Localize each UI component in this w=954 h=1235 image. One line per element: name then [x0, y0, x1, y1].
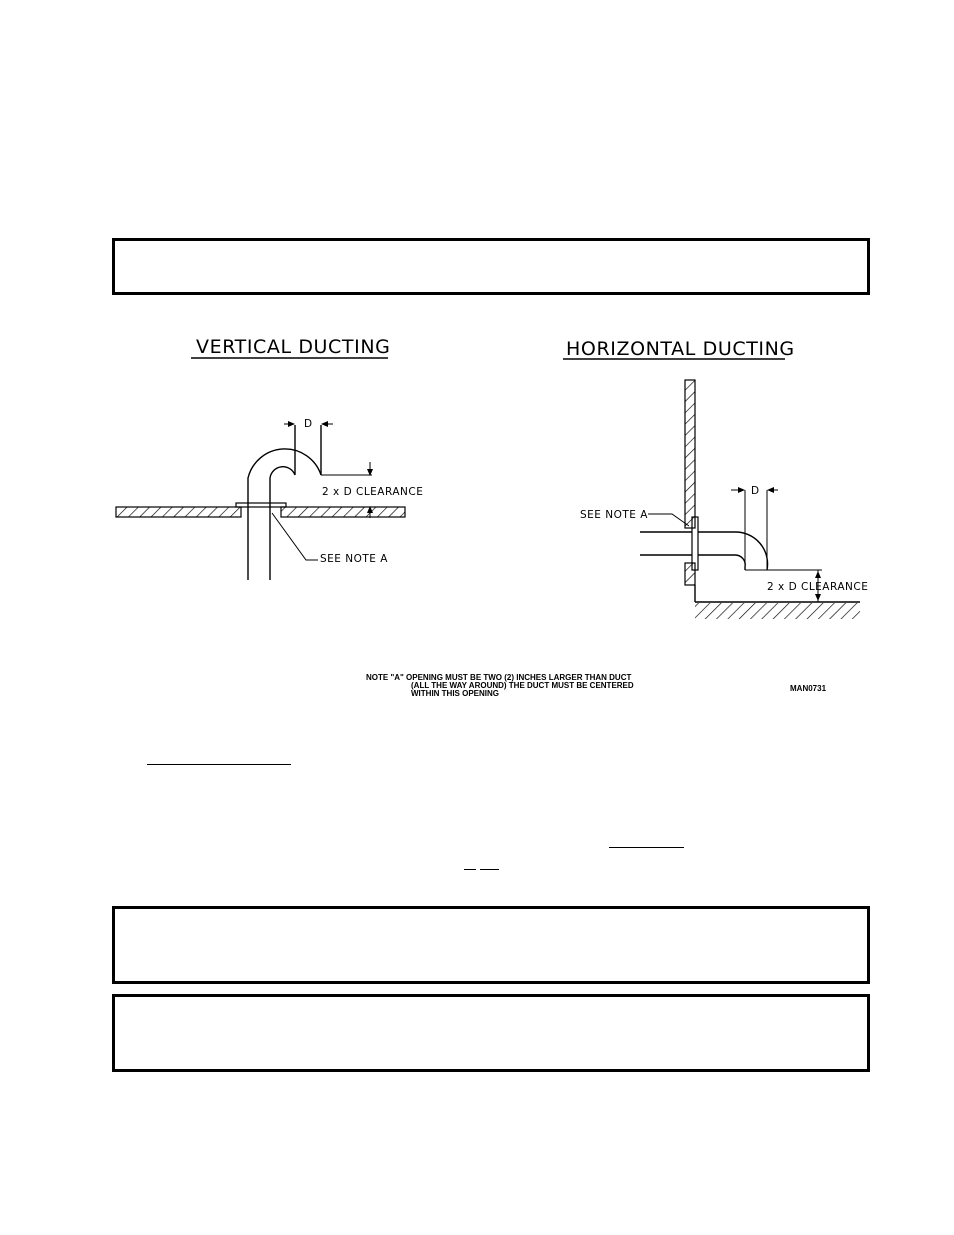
underline-rule-1	[147, 764, 291, 765]
note-a-line2: (ALL THE WAY AROUND) THE DUCT MUST BE CENTERED	[411, 681, 634, 690]
horizontal-see-note-label: SEE NOTE A	[580, 509, 648, 521]
vertical-d-label: D	[304, 418, 313, 430]
vertical-see-note-label: SEE NOTE A	[320, 553, 388, 565]
underline-rule-4	[480, 869, 499, 870]
warning-box-middle	[112, 906, 870, 984]
drawing-code: MAN0731	[790, 684, 827, 693]
vertical-clearance-label: 2 x D CLEARANCE	[322, 486, 424, 498]
vertical-roof-slab	[116, 507, 405, 517]
note-a-line1: NOTE "A" OPENING MUST BE TWO (2) INCHES LARGER THAN DUCT	[366, 673, 632, 682]
note-a-line3: WITHIN THIS OPENING	[411, 689, 499, 698]
horizontal-note-leader	[648, 514, 689, 526]
horizontal-duct-pipe	[640, 532, 768, 570]
horizontal-clearance-label: 2 x D CLEARANCE	[767, 581, 869, 593]
vertical-note-leader	[272, 513, 318, 560]
warning-box-bottom	[112, 994, 870, 1072]
horizontal-wall	[685, 380, 695, 602]
horizontal-d-dimension	[731, 487, 778, 570]
underline-rule-3	[464, 869, 476, 870]
underline-rule-2	[609, 847, 684, 848]
vertical-ducting-title: VERTICAL DUCTING	[196, 336, 391, 358]
horizontal-ducting-title: HORIZONTAL DUCTING	[566, 338, 795, 360]
horizontal-floor	[695, 602, 860, 619]
horizontal-d-label: D	[751, 485, 760, 497]
vertical-opening-flange	[236, 503, 286, 507]
